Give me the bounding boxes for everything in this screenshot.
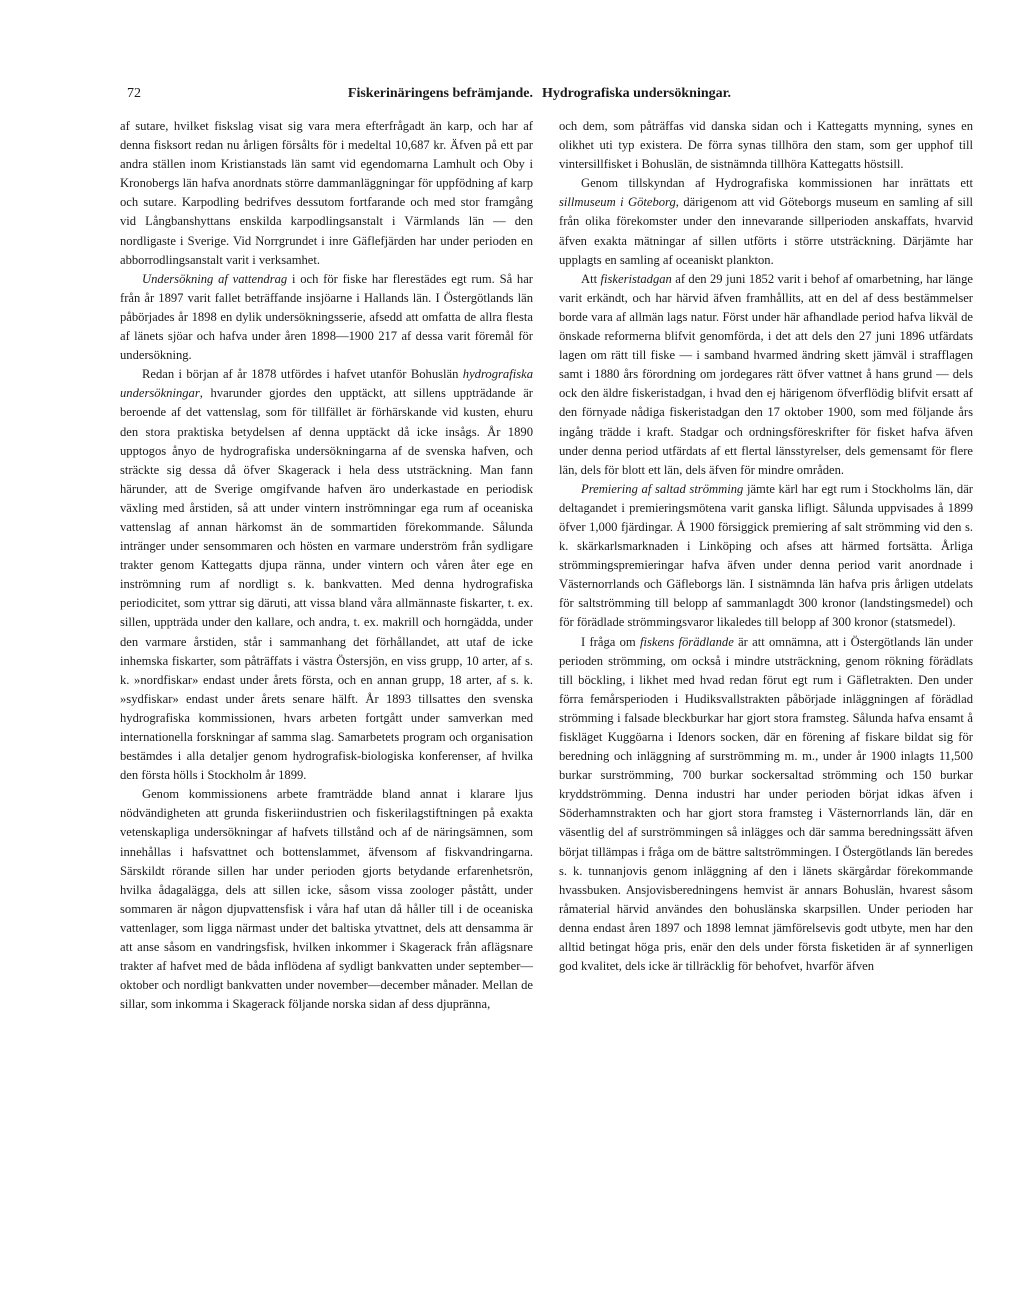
paragraph-text: af den 29 juni 1852 varit i behof af omarbetning, har länge varit erkändt, och har härvid äfven framhållits, att en del af dess bestämmelser borde vara af allmän lags natur. Först under här afhandlade period hafva likväl de önskade reformerna blifvit genomförda, i det att dels den 27 juni 1896 utfärdats lagen om rätt till fiske — i samband hvarmed ändring skett jämväl i strafflagen samt i 1880 års förordning om jordegares rätt öfver vattnet å hans grund — dels ock den äldre fiskeristadgan, i hvad den ej härigenom öfverflödig blifvit ersatt af den förnyade nådiga fiskeristadgan den 17 oktober 1900, som med följande års ingång trädde i kraft. Stadgar och ordningsföreskrifter för fisket hafva äfven under denna period utfärdats af ett flertal länsstyrelser, dels gemensamt för flere län, dels för blott ett län, dels äfven för mindre områden. [559,271,973,477]
paragraph-text: Genom kommissionens arbete framträdde bland annat i klarare ljus nödvändigheten att grunda fiskeriindustrien och fiskerilagstiftningen på exakta vetenskapliga undersökningar af hafvets tillstånd och af de näringsämnen, som innehållas i hafsvattnet och bottenslammet, äfvensom af fiskvandringarna. Särskildt rörande sillen har under perioden gjorts betydande erfarenhetsrön, hvilka ådagalägga, dels att sillen icke, såsom vissa zoologer påstått, under sommaren är någon djupvattensfisk i våra haf utan då håller till i de oceaniska vattenlager, som ligga närmast under det baltiska ytvattnet, dels att densamma är att anse såsom en vandringsfisk, hvilken inkommer i Skagerack från aflägsnare trakter af hafvet med de båda inflödena af sydligt bankvatten under september—oktober och nordligt bankvatten under november—december månader. Mellan de sillar, som inkomma i Skagerack följande norska sidan af dess djupränna, [120,787,533,1012]
paragraph-text: Att [581,271,601,286]
paragraph [559,633,973,977]
paragraph [559,270,973,480]
page-header [0,86,1024,108]
paragraph-text: Redan i början af år 1878 utfördes i hafvet utanför Bohuslän [142,367,463,382]
running-title-left: Fiskerinäringens befrämjande. [347,86,533,101]
paragraph-text: jämte kärl har egt rum i Stockholms län, där deltagandet i premieringsmötena varit ganska lifligt. Sålunda uppvisades å 1899 öfver 1,000 fjärdingar. Å 1900 försiggick premiering af salt strömming vid den s. k. skärkarlsmarknaden i Linköping och afses att härmed fortsätta. Årliga strömmingspremieringar hafva äfven under denna period varit anordnade i Västernorrlands och Gäfleborgs län. I sistnämnda län hafva pris årligen utdelats för saltströmming till belopp af sammanlagdt 300 kronor (landstingsmedel) och för förädlade strömmingsvaror likaledes till belopp af 300 kronor (statsmedel). [559,481,973,630]
paragraph [120,117,533,270]
page-number: 72 [127,86,141,101]
paragraph [120,270,533,365]
paragraph [120,365,533,785]
italic-term: Premiering af saltad strömming [581,481,744,496]
paragraph [559,117,973,174]
paragraph-text: af sutare, hvilket fiskslag visat sig vara mera efterfrågadt än karp, och har af denna fisksort redan nu årligen försålts för i medeltal 10,687 kr. Äfven på ett par andra ställen inom Kristianstads län samt vid egendomarna Lamhult och Oby i Kronobergs län hafva anordnats större dammanläggningar för uppfödning af karp och sutare. Karpodling bedrifves dessutom fortfarande och med stor framgång vid Långbanshyttans enskilda karpodlingsanstalt i Värmlands län — den nordligaste i Sverige. Vid Norrgrundet i inre Gäflefjärden har under perioden en abborrodlingsanstalt varit i verksamhet. [120,119,533,267]
italic-term: fiskens förädlande [639,634,734,649]
italic-term: Undersökning af vattendrag [142,271,288,286]
paragraph-text: , hvarunder gjordes den upptäckt, att sillens uppträdande är beroende af det vattenslag, som för tillfället är förhärskande vid kusten, ehuru den stora praktiska betydelsen af denna upptäckt då icke insågs. År 1890 upptogos ånyo de hydrografiska undersökningarna af de svenska hafven, och sträckte sig dessa då öfver Skagerack i hela dess utsträckning. Man fann härunder, att de Sverige omgifvande hafven äro underkastade en periodisk växling med årstiden, så att under vintern inströmningar ega rum af oceaniska vattenslag af annan härkomst än de sommartiden förekommande. Sålunda intränger under sensommaren och hösten en varmare underström från sydligare trakter genom Kattegatts djupa ränna, under vintern och våren åter ege en inströmning rum af nordligt s. k. bankvatten. Med denna hydrografiska periodicitet, som yttrar sig däruti, att vissa bland våra allmännaste fiskarter, t. ex. sillen, uppträda under den kallare, och andra, t. ex. makrill och horngädda, under den varmare årstiden, står i sammanhang det förhållandet, att utaf de icke inhemska fiskarter, som påträffats i västra Östersjön, en viss grupp, 10 arter, af s. k. »nordfiskar» endast under årets första, och en annan grupp, 18 arter, af s. k. »sydfiskar» endast under årets senare hälft. År 1893 tillsattes den svenska hydrografiska kommissionen, hvars arbeten fortgått under samverkan med internationella forskningar af samma slag. Samarbetets program och organisation bestämdes i alla detaljer genom hydrografisk-biologiska konferenser, af hvilka den första hölls i Stockholm år 1899. [120,386,533,783]
paragraph [559,480,973,633]
paragraph-text: , därigenom att vid Göteborgs museum en samling af sill från olika förekomster under den innevarande sillperioden anskaffats, hvarvid äfven exakta mätningar af sillen utförts i större utsträckning. Därjämte har upplagts en samling af oceaniskt plankton. [559,195,973,267]
paragraph-text: Genom tillskyndan af Hydrografiska kommissionen har inrättats ett [581,176,973,191]
italic-term: hydrografiska undersökningar [120,367,533,401]
left-column [120,117,533,1014]
paragraph [559,174,973,269]
italic-term: sillmuseum i Göteborg [559,195,676,210]
right-column [559,117,973,976]
running-title-right: Hydrografiska undersökningar. [542,86,732,101]
paragraph [120,785,533,1014]
paragraph-text: och dem, som påträffas vid danska sidan och i Kattegatts mynning, synes en olikhet uti typ existera. De förra synas tillhöra den stam, som ger upphof till vintersillfisket i Bohuslän, de sistnämnda tillhöra Kattegatts höstsill. [559,119,973,172]
paragraph-text: i och för fiske har flerestädes egt rum. Så har från år 1897 varit fallet beträffande insjöarne i Hallands län. I Östergötlands län påbörjades år 1898 en dylik undersökningsserie, afsedd att omfatta de allra flesta af länets sjöar och hafva under åren 1898—1900 217 af dessa varit föremål för undersökning. [120,271,533,363]
paragraph-text: är att omnämna, att i Östergötlands län under perioden strömming, om också i mindre utsträckning, genom rökning förädlats till böckling, i likhet med hvad redan förut egt rum i Gäfletrakten. Den under förra femårsperioden i Hudiksvallstrakten påbörjade inläggningen af förädlad strömming i falsade bleckburkar har gjort stora framsteg. Sålunda hafva ensamt å fiskläget Kuggöarna i Idenors socken, där en förening af fiskare bildat sig för beredning och inläggning af surströmming m. m., under år 1900 inlagts 11,500 burkar surströmming, 700 burkar sockersaltad strömming och 150 burkar kryddströmming. Denna industri har under perioden börjat idkas äfven i Söderhamnstrakten och har gjort stora framsteg i Västernorrlands län, där en väsentlig del af surströmmingen så inlägges och där samma beredningssätt äfven börjat tillämpas i fråga om de bättre saltströmmingen. I Östergötlands län beredes s. k. tunnanjovis genom inläggning af den i länets skärgårdar förekommande hvassbuken. Ansjovisberedningens hemvist är annars Bohuslän, hvarest såsom råmaterial härvid användes den bohuslänska skarpsillen. Under perioden har denna endast åren 1897 och 1898 lemnat jämförelsevis godt utbyte, men har den alltid betingat höga pris, enär den dels under första fisketiden är af synnerligen god kvalitet, dels icke är tillräcklig för behofvet, hvarför äfven [559,634,973,974]
italic-term: fiskeristadgan [600,271,672,286]
paragraph-text: I fråga om [581,634,640,649]
